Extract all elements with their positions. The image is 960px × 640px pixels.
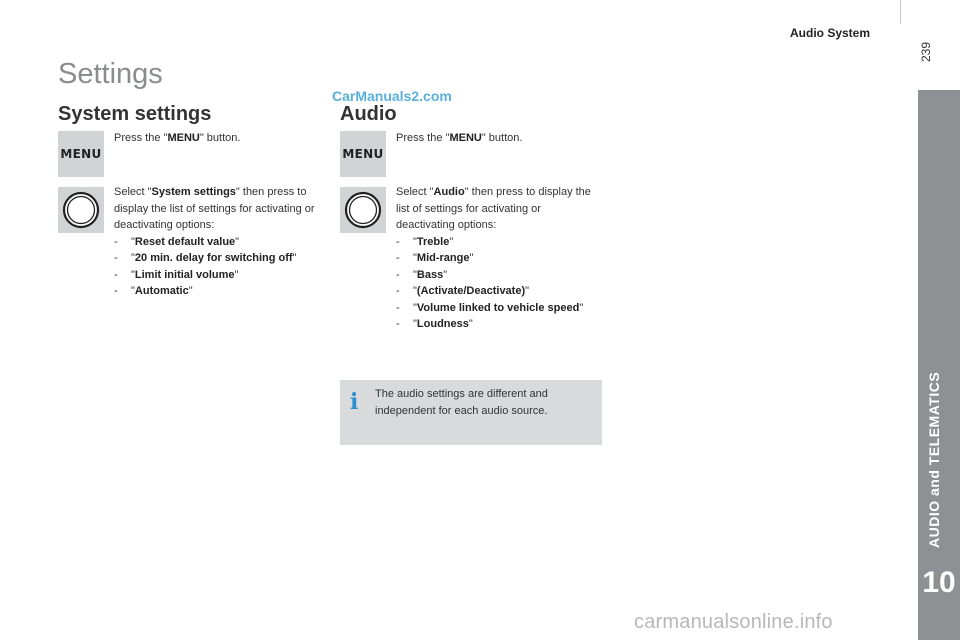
list-item: - "20 min. delay for switching off" xyxy=(114,252,297,264)
list-item: - "Volume linked to vehicle speed" xyxy=(396,301,584,314)
rotary-knob-illustration xyxy=(58,187,104,233)
rotary-knob-icon xyxy=(340,187,386,233)
chapter-tab-label: AUDIO and TELEMATICS xyxy=(926,371,942,548)
audio-options xyxy=(396,234,601,333)
page-number: 239 xyxy=(919,41,933,62)
menu-button-illustration xyxy=(340,131,386,177)
running-header-title: Audio System xyxy=(790,26,871,40)
info-note-text: The audio settings are different and independent for each audio source. xyxy=(375,388,548,417)
info-icon: i xyxy=(350,389,359,415)
system-step-press-menu: Press the "MENU" button. xyxy=(114,132,241,144)
menu-button-illustration xyxy=(58,131,104,177)
audio-heading: Audio xyxy=(340,103,397,125)
footer-watermark: carmanualsonline.info xyxy=(634,611,833,633)
audio-step-press-menu: Press the "MENU" button. xyxy=(396,132,523,144)
list-item: - "Automatic" xyxy=(114,285,193,297)
list-item: - "Treble" xyxy=(396,235,454,248)
rotary-knob-icon xyxy=(58,187,104,233)
list-item: - "Loudness" xyxy=(396,318,473,330)
list-item: - "Bass" xyxy=(396,268,448,281)
system-settings-heading: System settings xyxy=(58,103,212,125)
system-step-select: Select "System settings" then press to display the list of settings for activating or deactivating options: - "Reset default value" - "20 min. delay for switching off" - "Limit initial volume" - "Automatic" xyxy=(114,184,322,300)
menu-button-label: MENU xyxy=(60,147,102,161)
chapter-number: 10 xyxy=(922,566,956,599)
list-item: - "Limit initial volume" xyxy=(114,268,239,281)
rotary-knob-illustration xyxy=(340,187,386,233)
list-item: - "Mid-range" xyxy=(396,252,474,264)
list-item: - "(Activate/Deactivate)" xyxy=(396,285,530,297)
audio-step-select: Select "Audio" then press to display the list of settings for activating or deactivating options: - "Treble" - "Mid-range" - "Bass" - "(Activate/Deactivate)" - "Volume linked to vehicle speed" - "Loudness" xyxy=(396,184,601,333)
list-item: - "Reset default value" xyxy=(114,235,240,248)
watermark-top: CarManuals2.com xyxy=(332,88,452,104)
menu-button-label: MENU xyxy=(342,147,384,161)
header-divider xyxy=(900,0,901,24)
page-title: Settings xyxy=(58,58,163,90)
system-settings-options xyxy=(114,234,322,300)
